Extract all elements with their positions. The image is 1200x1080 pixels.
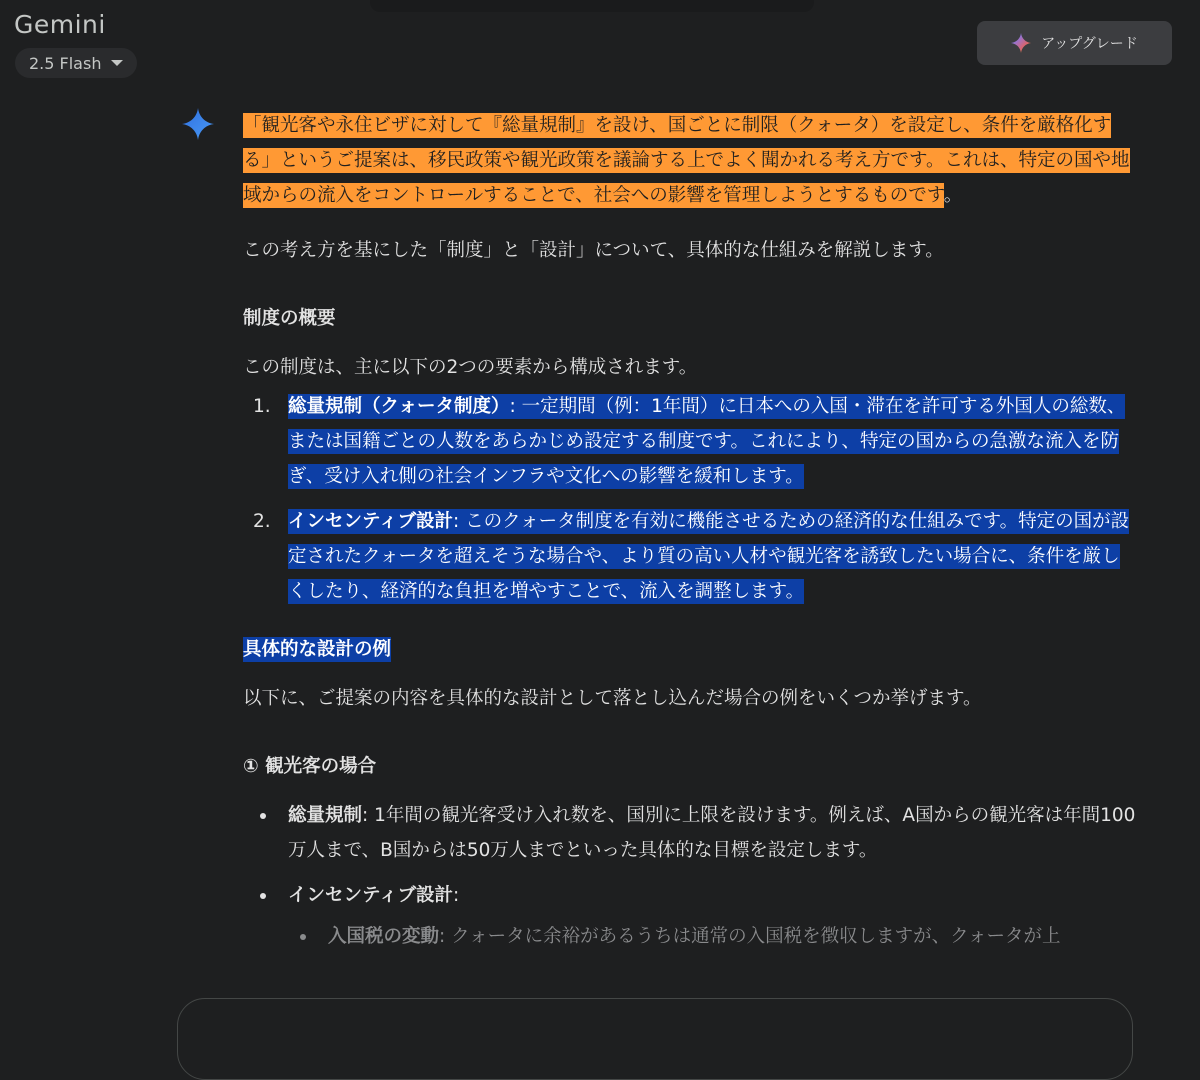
- caret-down-icon: [111, 60, 123, 66]
- list-number: 1.: [253, 396, 271, 417]
- intro-highlighted-text: 「観光客や永住ビザに対して『総量規制』を設け、国ごとに制限（クォータ）を設定し、条件を厳格化する」というご提案は、移民政策や観光政策を議論する上でよく聞かれる考え方です。これは、特定の国や地域からの流入をコントロールすることで、社会への影響を管理しようとするものです: [243, 115, 1130, 206]
- top-center-panel: [370, 0, 814, 12]
- list-item-term: インセンティブ設計: [288, 511, 454, 532]
- model-picker[interactable]: [15, 48, 137, 78]
- gemini-spark-icon: [182, 108, 214, 144]
- bullet-item: [243, 798, 1138, 868]
- upgrade-label: アップグレード: [1041, 36, 1138, 52]
- bullet-dot: [260, 813, 266, 819]
- bullet-text: :: [453, 885, 460, 906]
- sub-bullet-text: : クォータに余裕があるうちは通常の入国税を徴収しますが、クォータが上: [439, 926, 1061, 947]
- response-content: [243, 108, 1138, 964]
- list-item-highlight: [288, 394, 1125, 489]
- bullet-term: 総量規制: [288, 805, 363, 826]
- bullet-dot: [260, 893, 266, 899]
- bullet-dot: [300, 934, 306, 940]
- list-item-text: : 一定期間（例：1年間）に日本への入国・滞在を許可する外国人の総数、または国籍ごとの人数をあらかじめ設定する制度です。これにより、特定の国からの急激な流入を防ぎ、受け入れ側の社会インフラや文化への影響を緩和します。: [288, 396, 1126, 487]
- heading-tourists: ① 観光客の場合: [243, 756, 377, 777]
- bullet-text: : 1年間の観光客受け入れ数を、国別に上限を設けます。例えば、A国からの観光客は年間100万人まで、B国からは50万人までといった具体的な目標を設定します。: [288, 805, 1136, 861]
- heading-design-examples-text: 具体的な設計の例: [243, 639, 392, 660]
- upgrade-button[interactable]: [977, 21, 1172, 65]
- intro-paragraph: [243, 108, 1138, 213]
- heading-design-examples: [243, 632, 1138, 667]
- intro-tail: 。: [943, 185, 963, 206]
- model-label: 2.5 Flash: [29, 53, 102, 73]
- heading-overview: 制度の概要: [243, 308, 336, 329]
- design-examples-paragraph: 以下に、ご提案の内容を具体的な設計として落とし込んだ場合の例をいくつか挙げます。: [243, 688, 982, 709]
- app-title: Gemini: [14, 10, 106, 39]
- list-number: 2.: [253, 511, 271, 532]
- bullet-term: インセンティブ設計: [288, 885, 454, 906]
- list-item: [243, 504, 1138, 609]
- prompt-input-box[interactable]: [177, 998, 1133, 1080]
- list-item-text: : このクォータ制度を有効に機能させるための経済的な仕組みです。特定の国が設定されたクォータを超えそうな場合や、より質の高い人材や観光客を誘致したい場合に、条件を厳しくしたり、経済的な負担を増やすことで、流入を調整します。: [288, 511, 1130, 602]
- top-bar: [0, 0, 1200, 90]
- intro-paragraph-2: この考え方を基にした「制度」と「設計」について、具体的な仕組みを解説します。: [243, 240, 944, 261]
- sub-bullet-term: 入国税の変動: [328, 926, 440, 947]
- bullet-item: [243, 878, 1138, 954]
- sub-bullet-list: [288, 919, 1138, 954]
- list-item-highlight: [288, 509, 1129, 604]
- sub-bullet-item: [288, 919, 1138, 954]
- list-item: [243, 389, 1138, 494]
- gemini-sparkle-icon: [1011, 33, 1031, 53]
- overview-paragraph: この制度は、主に以下の2つの要素から構成されます。: [243, 357, 698, 378]
- list-item-term: 総量規制（クォータ制度）: [288, 396, 510, 417]
- ordered-list: [243, 389, 1138, 609]
- bullet-list: [243, 798, 1138, 954]
